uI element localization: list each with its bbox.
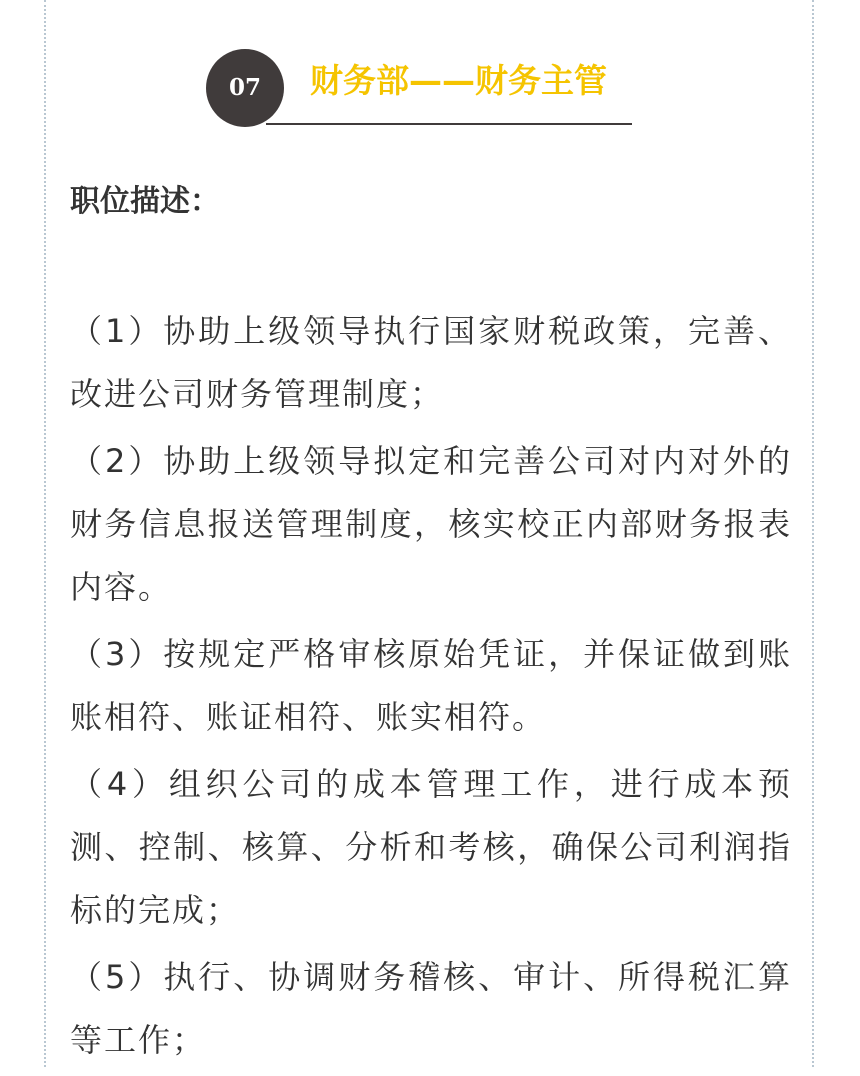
job-description-label: 职位描述： [70, 184, 220, 219]
duty-item-1: （1）协助上级领导执行国家财税政策，完善、改进公司财务管理制度； [70, 312, 792, 413]
duty-item-4: （4）组织公司的成本管理工作，进行成本预测、控制、核算、分析和考核，确保公司利润指标的完成； [70, 765, 792, 929]
duty-list [70, 300, 792, 1076]
duty-item-5: （5）执行、协调财务稽核、审计、所得税汇算等工作； [70, 958, 792, 1059]
section-header [206, 49, 636, 129]
section-number-badge: 07 [206, 49, 284, 127]
duty-item-3: （3）按规定严格审核原始凭证，并保证做到账账相符、账证相符、账实相符。 [70, 635, 792, 736]
duty-item-2: （2）协助上级领导拟定和完善公司对内对外的财务信息报送管理制度，核实校正内部财务报表内容。 [70, 442, 792, 606]
section-title: 财务部——财务主管 [310, 61, 607, 100]
title-underline [266, 123, 632, 125]
